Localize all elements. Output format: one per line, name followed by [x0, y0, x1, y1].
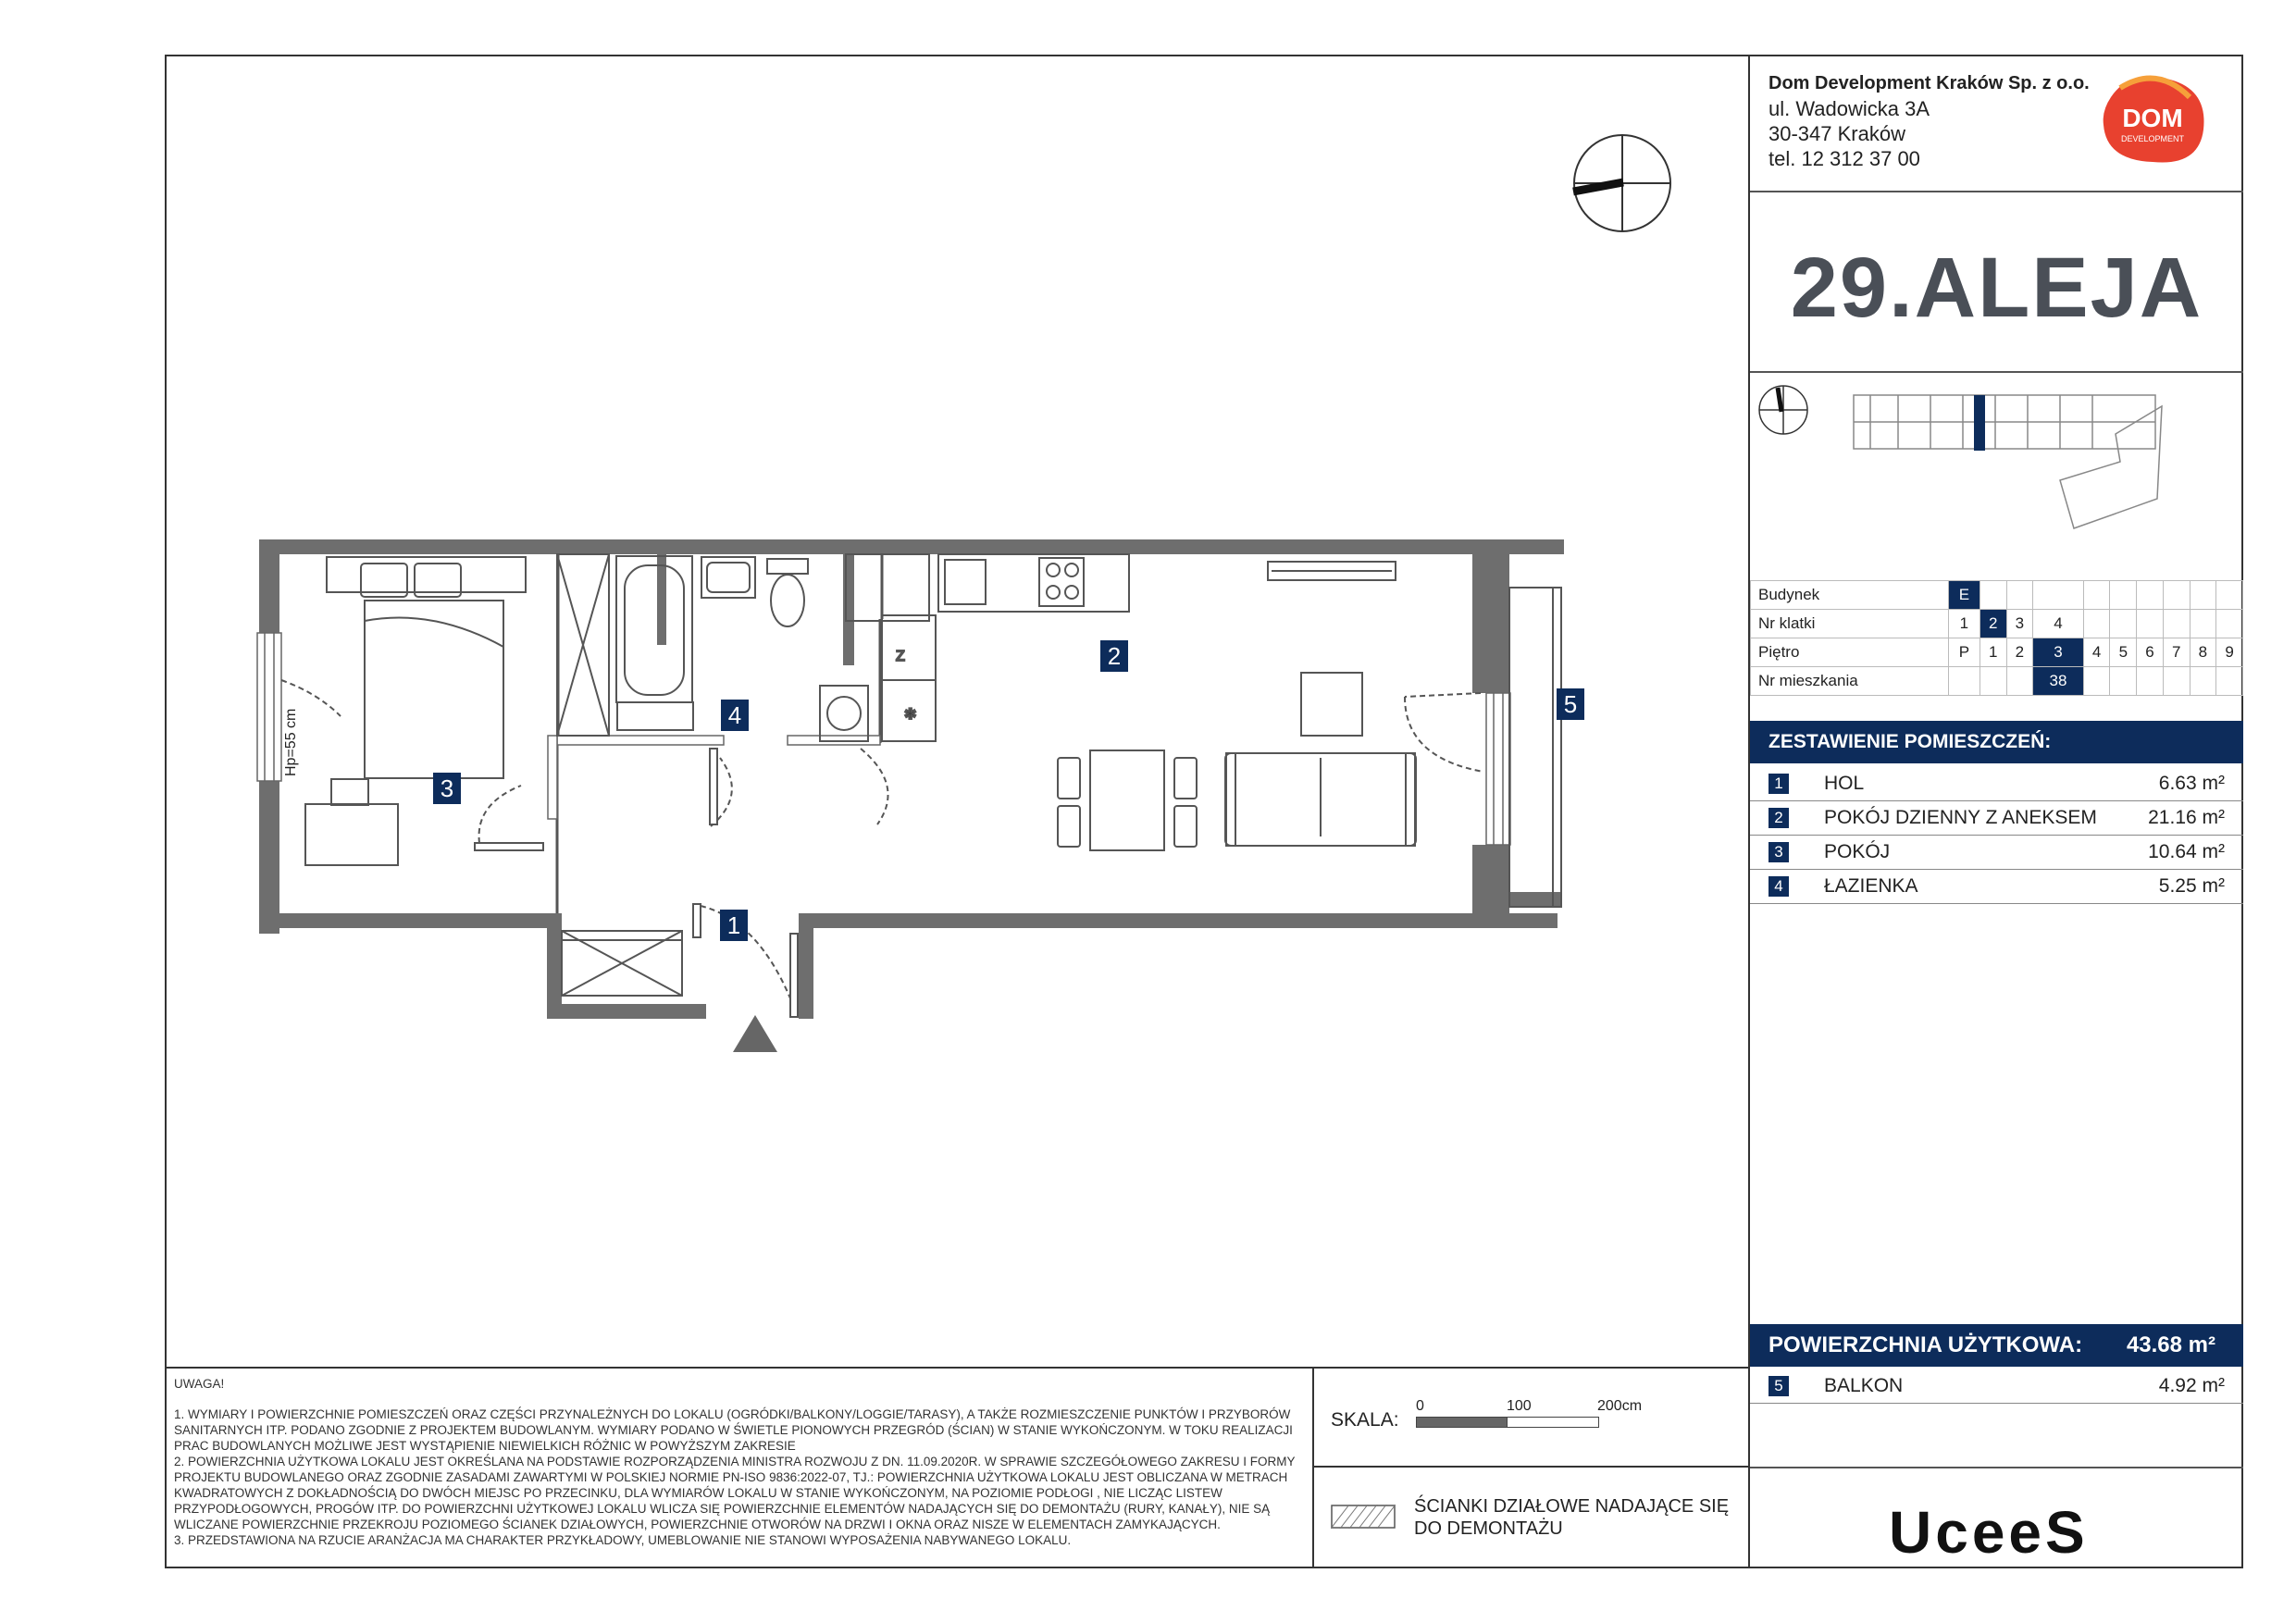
floor-plan [165, 55, 1748, 1367]
total-area-label: POWIERZCHNIA UŻYTKOWA: [1769, 1332, 2083, 1357]
company-street: ul. Wadowicka 3A [1769, 97, 1930, 120]
floor-plan-drawing [165, 55, 1748, 1367]
apartment-number: 38 [2033, 667, 2084, 696]
key-plan [1750, 378, 2243, 582]
furniture [1058, 562, 1416, 850]
staircase-label: Nr klatki [1751, 610, 1949, 638]
svg-text:Z: Z [896, 649, 905, 664]
notes [165, 1367, 1314, 1568]
floor-label: Piętro [1751, 638, 1949, 667]
scale-tick-200: 200cm [1597, 1398, 1643, 1414]
scale-bar-light [1507, 1417, 1599, 1428]
scale-tick-0: 0 [1416, 1398, 1424, 1414]
building-label: Budynek [1751, 581, 1949, 610]
toilet [767, 559, 808, 626]
entrance-icon [733, 1015, 777, 1052]
building-value: E [1949, 581, 1980, 610]
key-plan-compass-icon [1759, 386, 1807, 434]
demolition-line1: ŚCIANKI DZIAŁOWE NADAJĄCE SIĘ [1414, 1496, 1730, 1517]
uceeS-logo: UceeS [1889, 1499, 2089, 1566]
bathtub [616, 556, 693, 730]
list-item: 3 POKÓJ 10.64 m² [1750, 836, 2243, 870]
room-label-2: 2 [1100, 640, 1128, 672]
scale-bar-dark [1416, 1417, 1508, 1428]
svg-text:DEVELOPMENT: DEVELOPMENT [2120, 134, 2185, 143]
company-city: 30-347 Kraków [1769, 122, 1905, 145]
list-item: 1 HOL 6.63 m² [1750, 767, 2243, 801]
list-item: 4 ŁAZIENKA 5.25 m² [1750, 870, 2243, 904]
demolition-wall [557, 736, 724, 745]
note-1: 1. WYMIARY I POWIERZCHNIE POMIESZCZEŃ ORAZ CZĘŚCI PRZYNALEŻNYCH DO LOKALU (OGRÓDKI/BALKONY/LOGGIE/TARASY), A TAKŻE ROZMIESZCZENIE PUNKTÓW I PRZYBORÓW SANITARNYCH ITP. PODANO ZGODNIE Z PROJEKTEM BUDOWLANYM. WYMIARY PODANO W ŚWIETLE PIONOWYCH PRZEGRÓD (ŚCIAN) W STANIE WYKOŃCZONYM. W TOKU REALIZACJI PRAC BUDOWLANYCH MOŻLIWE JEST WYSTĄPIENIE NIEWIELKICH RÓŻNIC W POWYŻSZYM ZAKRESIE [174, 1407, 1293, 1453]
brand-logo: 29.ALEJA [1790, 241, 2203, 335]
room-label-4: 4 [721, 700, 749, 731]
demolition-line2: DO DEMONTAŻU [1414, 1518, 1563, 1539]
window-height-label: Hp=55 cm [283, 708, 299, 776]
balcony-outline [1509, 588, 1561, 907]
compass-icon [1573, 135, 1670, 231]
rooms-header: ZESTAWIENIE POMIESZCZEŃ: [1750, 721, 2243, 763]
svg-text:DOM: DOM [2122, 104, 2183, 132]
washing-machine [820, 686, 868, 741]
room-label-5: 5 [1557, 688, 1584, 720]
scale-label: SKALA: [1331, 1409, 1399, 1431]
key-plan-highlight [1974, 395, 1985, 451]
balcony-row: 5 BALKON 4.92 m² [1750, 1369, 2243, 1404]
desk [305, 779, 398, 865]
kitchen-counter [846, 554, 1129, 741]
scale-box [1314, 1367, 1748, 1468]
dom-development-logo [2092, 69, 2213, 171]
bed [327, 557, 526, 778]
note-3: 3. PRZEDSTAWIONA NA RZUCIE ARANŻACJA MA CHARAKTER PRZYKŁADOWY, UMEBLOWANIE NIE STANOWI WYPOSAŻENIA NABYWANEGO LOKALU. [174, 1533, 1072, 1547]
fan-icon: ✱ [904, 707, 917, 723]
rooms-list [1750, 767, 2243, 904]
demolition-legend [1314, 1468, 1748, 1568]
list-item: 2 POKÓJ DZIENNY Z ANEKSEM 21.16 m² [1750, 801, 2243, 836]
unit-info-table: Budynek E Nr klatki 1 2 3 4 Piętro P 1 2 3 4 5 6 7 8 9 Nr mieszkania 38 [1750, 580, 2243, 696]
company-name: Dom Development Kraków Sp. z o.o. [1769, 73, 2090, 93]
scale-tick-100: 100 [1507, 1398, 1532, 1414]
room-label-3: 3 [433, 773, 461, 804]
total-area-value: 43.68 m² [2126, 1332, 2215, 1357]
info-panel [1748, 55, 2243, 1568]
company-phone: tel. 12 312 37 00 [1769, 147, 1920, 170]
company-info [1769, 71, 2090, 171]
apartment-label: Nr mieszkania [1751, 667, 1949, 696]
total-area-bar [1750, 1324, 2243, 1367]
sink [701, 557, 755, 598]
notes-title: UWAGA! [174, 1377, 225, 1391]
room-label-1: 1 [720, 910, 748, 941]
note-2: 2. POWIERZCHNIA UŻYTKOWA LOKALU JEST OKREŚLANA NA PODSTAWIE ROZPORZĄDZENIA MINISTRA ROZWOJU Z DN. 11.09.2020R. W SPRAWIE SZCZEGÓŁOWEGO ZAKRESU I FORMY PROJEKTU BUDOWLANEGO ORAZ ZGODNIE ZASADAMI ZAWARTYMI W POLSKIEJ NORMIE PN-ISO 9836:2022-07, TJ.: POWIERZCHNIA UŻYTKOWA LOKALU JEST OBLICZANA W METRACH KWADRATOWYCH Z DOKŁADNOŚCIĄ DO DWÓCH MIEJSC PO PRZECINKU, DLA WYMIARÓW LOKALU W STANIE WYKOŃCZONYM, NA POZIOMIE PODŁOGI , NIE LICZĄC LISTEW PRZYPODŁOGOWYCH, PROGÓW ITP. DO POWIERZCHNI UŻYTKOWEJ LOKALU WLICZA SIĘ POWIERZCHNIE ELEMENTÓW NADAJĄCYCH SIĘ DO DEMONTAŻU (RURY, KANAŁY), NIE SĄ WLICZANE POWIERZCHNIE PRZEKROJU POZIOMEGO ŚCIANEK DZIAŁOWYCH, POWIERZCHNIE OTWORÓW NA DRZWI I OKNA ORAZ NISZE W ELEMENTACH ZAMYKAJĄCYCH. [174, 1455, 1296, 1531]
hatch-icon [1331, 1505, 1396, 1529]
